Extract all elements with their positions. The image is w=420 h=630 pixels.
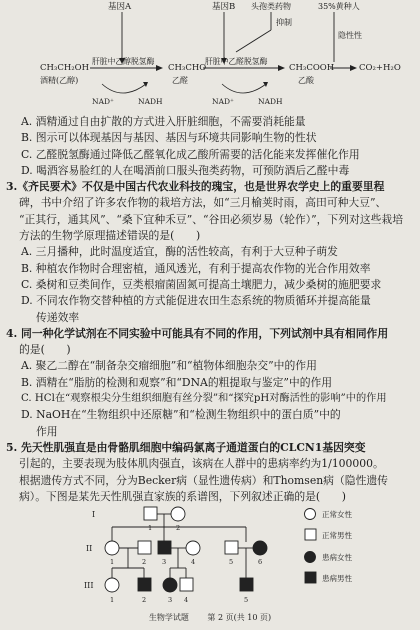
- ii-2-label: 2: [142, 558, 147, 566]
- ii-4-label: 4: [191, 558, 196, 566]
- q5-stem-line-2: 引起的，主要表现为肢体肌肉强直，该病在人群中的患病率约为1/100000。: [19, 457, 384, 471]
- q3-option-d: D. 不同农作物交替种植的方式能促进农田生态系统的物质循环并提高能量: [21, 294, 371, 308]
- ii-5-label: 5: [229, 558, 234, 566]
- iii-5-label: 5: [244, 596, 249, 604]
- footer-subject: 生物学试题: [148, 613, 189, 622]
- legend-normal-female: 正常女性: [322, 510, 352, 519]
- ethanol-name: 酒精(乙醇): [40, 76, 79, 85]
- q3-option-b: B. 种植农作物时合理密植，通风透光，有利于提高农作物的光合作用效率: [21, 261, 371, 275]
- iii-4-label: 4: [184, 596, 189, 604]
- pedigree-female-normal: [105, 578, 119, 592]
- legend-normal-female-symbol: [305, 509, 316, 520]
- cofactor-arc-1: [102, 84, 146, 93]
- q5-stem-line-4: 病）。下图是某先天性肌强直家族的系谱图，下列叙述正确的是( ): [19, 489, 346, 503]
- inhibit-label: 抑制: [276, 18, 292, 27]
- acetic-formula: CH₃COOH: [289, 63, 335, 73]
- iii-3-label: 3: [168, 596, 173, 604]
- acetic-name: 乙酸: [298, 76, 314, 85]
- q4-option-b: B. 酒精在“脂肪的检测和观察”和“DNA的粗提取与鉴定”中的作用: [21, 375, 333, 389]
- pedigree-male-affected: [158, 541, 171, 554]
- q4-stem-line-2: 的是( ): [19, 343, 71, 357]
- question-body: [6, 114, 416, 505]
- page-footer: [0, 612, 420, 623]
- pedigree-female-normal: [186, 541, 200, 555]
- q3-option-a: A. 三月播种，此时温度适宜，酶的活性较高，有利于大豆种子萌发: [21, 245, 338, 259]
- pedigree-female-affected: [253, 541, 267, 555]
- footer-page-number: 第 2 页(共 10 页): [207, 613, 272, 622]
- ethanol-formula: CH₃CH₂OH: [40, 63, 90, 73]
- q3-option-d-cont: 传递效率: [36, 310, 80, 324]
- nadh-label-1: NADH: [138, 97, 163, 106]
- q4-option-d-cont: 作用: [36, 424, 58, 438]
- gen-label-1: I: [92, 510, 96, 519]
- gene-b-label: 基因B: [212, 2, 236, 12]
- nad-label-2: NAD⁺: [212, 97, 234, 106]
- pedigree-chart: [0, 502, 420, 614]
- legend-normal-male: 正常男性: [322, 531, 352, 540]
- q3-stem-line-4: 方法的生物学原理描述错误的是( ): [19, 229, 201, 243]
- acetaldehyde-formula: CH₃CHO: [168, 63, 207, 73]
- nad-label-1: NAD⁺: [92, 97, 114, 106]
- ii-6-label: 6: [258, 558, 263, 566]
- q2-option-b: B. 图示可以体现基因与基因、基因与环境共同影响生物的性状: [21, 131, 317, 145]
- iii-2-label: 2: [142, 596, 147, 604]
- co2-water-label: CO₂+H₂O: [359, 63, 401, 73]
- pedigree-female-affected: [163, 578, 177, 592]
- pedigree-male-normal: [144, 507, 157, 520]
- q4-stem-line-1: 4. 同一种化学试剂在不同实验中可能具有不同的作用，下列试剂中具有相同作用: [6, 326, 389, 340]
- pedigree-male-affected: [138, 578, 151, 591]
- iii-1-label: 1: [110, 596, 115, 604]
- q3-stem-line-2: 碑，书中介绍了许多农作物的栽培方法，如“三月榆荚时雨，高田可种大豆”、: [19, 196, 387, 210]
- legend-affected-female: 患病女性: [322, 553, 352, 562]
- pedigree-male-affected: [240, 578, 253, 591]
- legend-normal-male-symbol: [305, 529, 316, 540]
- ii-1-label: 1: [110, 558, 115, 566]
- gen-label-3: III: [84, 581, 94, 590]
- q2-option-c: C. 乙醛脱氢酶通过降低乙醛氧化成乙酸所需要的活化能来发挥催化作用: [21, 147, 360, 161]
- cofactor-arc-2: [222, 84, 266, 93]
- asian-percent-label: 35%黄种人: [318, 2, 360, 11]
- i-2-label: 2: [176, 524, 181, 532]
- gene-a-label: 基因A: [108, 2, 132, 12]
- pedigree-female-normal: [105, 541, 119, 555]
- pedigree-male-normal: [180, 578, 193, 591]
- ii-3-label: 3: [162, 558, 167, 566]
- q5-stem-line-1: 5. 先天性肌强直是由骨骼肌细胞中编码氯离子通道蛋白的CLCN1基因突变: [6, 440, 366, 454]
- gen-label-2: II: [86, 544, 93, 553]
- q2-option-a: A. 酒精通过自由扩散的方式进入肝脏细胞，不需要消耗能量: [21, 115, 306, 128]
- acetaldehyde-name: 乙醛: [172, 76, 188, 85]
- q3-stem-line-3: “正其行，通其风”、“桑下宜种禾豆”、“谷田必须岁易（轮作）”，下列对这些栽培: [19, 212, 404, 226]
- pedigree-male-normal: [138, 541, 151, 554]
- legend-affected-male: 患病男性: [322, 574, 352, 583]
- q2-option-d: D. 喝酒容易脸红的人在喝酒前口服头孢类药物，可预防酒后乙醛中毒: [21, 163, 350, 177]
- legend-affected-female-symbol: [305, 552, 316, 563]
- q3-option-c: C. 桑树和豆类间作，豆类根瘤菌固氮可提高土壤肥力，减少桑树的施肥要求: [21, 277, 382, 291]
- legend-affected-male-symbol: [305, 572, 316, 583]
- enzyme-1-label: 肝脏中乙醇脱氢酶: [92, 57, 155, 66]
- recessive-label: 隐性性: [338, 31, 362, 40]
- q4-option-a: A. 聚乙二醇在“制备杂交瘤细胞”和“植物体细胞杂交”中的作用: [21, 359, 317, 373]
- enzyme-2-label: 肝脏中乙醛脱氢酶: [205, 57, 268, 66]
- cephalosporin-label: 头孢类药物: [251, 2, 291, 11]
- ethanol-metabolism-diagram: [0, 0, 420, 112]
- q5-stem-line-3: 根据遗传方式不同，分为Becker病（显性遗传病）和Thomsen病（隐性遗传: [19, 473, 388, 487]
- q4-option-c: C. HCl在“观察根尖分生组织细胞有丝分裂”和“探究pH对酶活性的影响”中的作用: [21, 393, 387, 405]
- pedigree-male-normal: [225, 541, 238, 554]
- i-1-label: 1: [148, 524, 153, 532]
- q3-stem-line-1: 3.《齐民要术》不仅是中国古代农业科技的瑰宝，也是世界农学史上的重要里程: [6, 180, 385, 194]
- q4-option-d: D. NaOH在“生物组织中还原糖”和“检测生物组织中的蛋白质”中的: [21, 408, 341, 422]
- pedigree-female-normal: [171, 507, 185, 521]
- nadh-label-2: NADH: [258, 97, 283, 106]
